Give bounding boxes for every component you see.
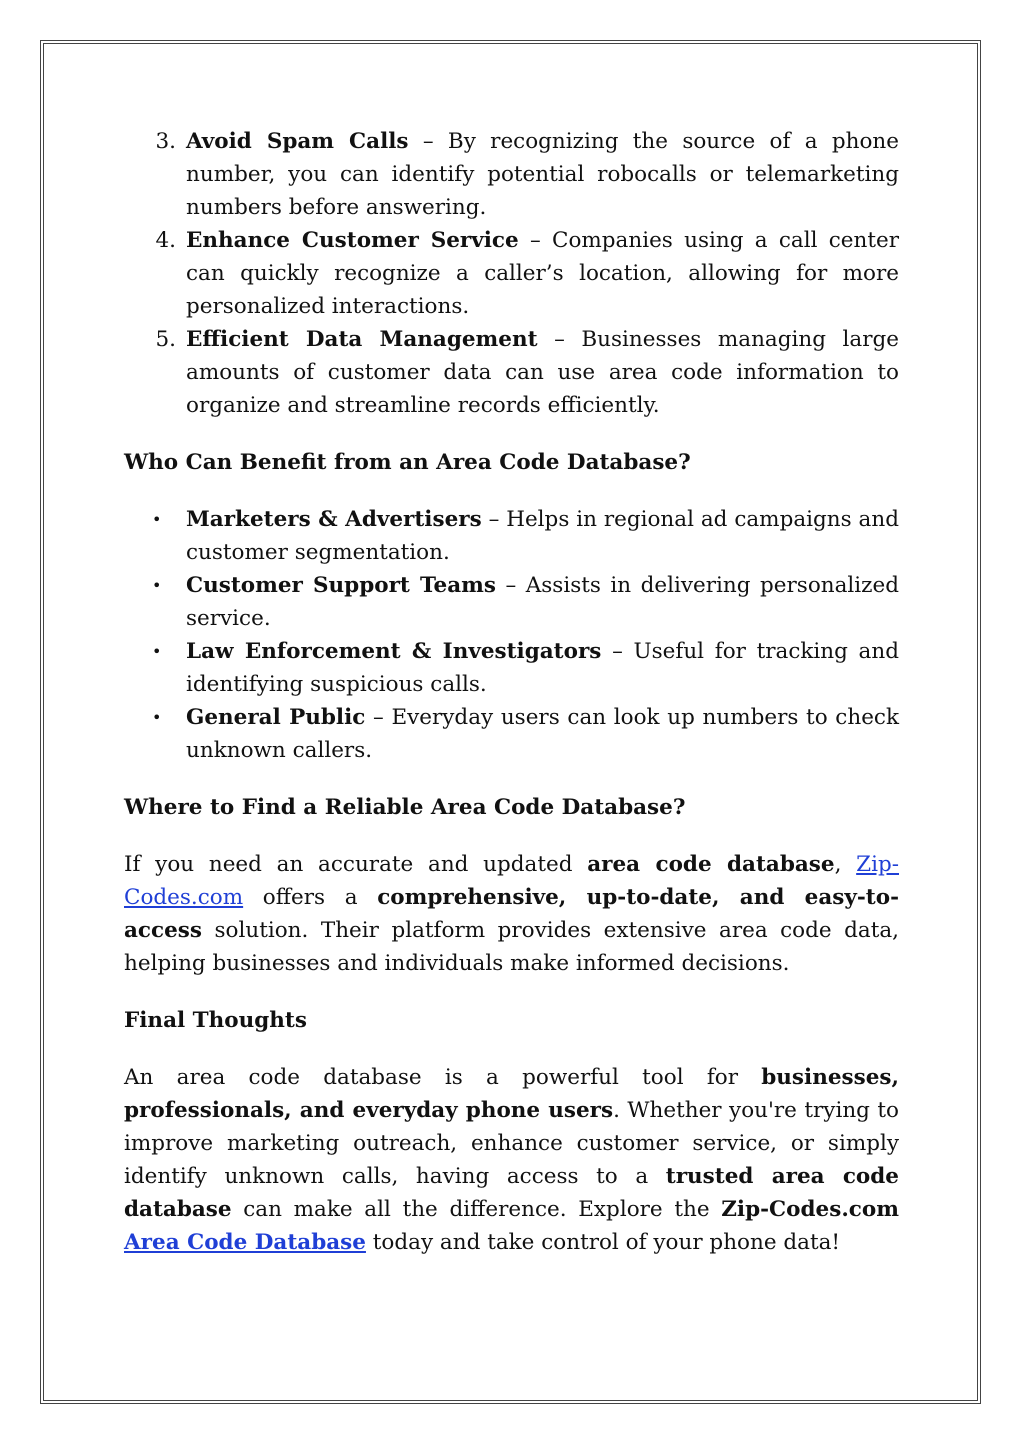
list-item	[124, 635, 899, 701]
list-item-title: Efficient Data Management	[186, 327, 538, 352]
numbered-benefits-list	[124, 125, 899, 422]
paragraph-text: If you need an accurate and updated	[124, 852, 588, 877]
list-item	[124, 323, 899, 422]
paragraph-bold-text: businesses, professionals, and everyday phone users	[124, 1065, 899, 1123]
paragraph-bold-text: area code database	[587, 852, 835, 877]
who-benefits-list	[124, 503, 899, 767]
list-item-text: – Everyday users can look up numbers to check unknown callers.	[186, 705, 899, 763]
where-to-find-paragraph	[124, 848, 899, 980]
paragraph-text: today and take control of your phone data!	[365, 1230, 841, 1255]
list-number: 4.	[155, 228, 176, 253]
list-item	[124, 503, 899, 569]
list-item-text: – Useful for tracking and identifying suspicious calls.	[186, 639, 899, 697]
paragraph-text: . Whether you're trying to improve marketing outreach, enhance customer service, or simply identify unknown calls, having access to a	[124, 1098, 899, 1189]
zip-codes-link[interactable]: Zip-Codes.com	[124, 852, 899, 910]
bullet-icon: •	[152, 510, 162, 529]
link-text[interactable]: Area Code Database	[124, 1230, 366, 1255]
paragraph-text: offers a	[243, 885, 378, 910]
list-item-title: General Public	[186, 705, 366, 730]
list-item-title: Marketers & Advertisers	[186, 507, 482, 532]
list-item-text: – Businesses managing large amounts of customer data can use area code information to organize and streamline records efficiently.	[186, 327, 899, 418]
section-heading-final-thoughts: Final Thoughts	[124, 1008, 307, 1033]
list-item-title: Enhance Customer Service	[186, 228, 519, 253]
bullet-icon: •	[152, 708, 162, 727]
section-heading-where-to-find: Where to Find a Reliable Area Code Database?	[124, 795, 686, 820]
list-item-title: Law Enforcement & Investigators	[186, 639, 602, 664]
list-item-text: – Assists in delivering personalized service.	[186, 573, 899, 631]
bullet-icon: •	[152, 576, 162, 595]
paragraph-text: can make all the difference. Explore the	[231, 1197, 722, 1222]
paragraph-bold-text: Zip-Codes.com	[721, 1197, 899, 1222]
list-item-title: Avoid Spam Calls	[186, 129, 409, 154]
bullet-icon: •	[152, 642, 162, 661]
paragraph-bold-text: trusted area code database	[124, 1164, 899, 1222]
list-item-text: – Helps in regional ad campaigns and customer segmentation.	[186, 507, 899, 565]
paragraph-bold-text: comprehensive, up-to-date, and easy-to-access	[124, 885, 900, 943]
list-item	[124, 701, 899, 767]
list-item	[124, 569, 899, 635]
paragraph-text: ,	[834, 852, 857, 877]
list-number: 3.	[155, 129, 176, 154]
document-body	[124, 125, 899, 1259]
list-number: 5.	[155, 327, 176, 352]
list-item-title: Customer Support Teams	[186, 573, 496, 598]
final-thoughts-paragraph	[124, 1061, 899, 1259]
section-heading-who-benefits: Who Can Benefit from an Area Code Database?	[124, 450, 691, 475]
area-code-database-link[interactable]	[124, 1230, 366, 1255]
list-item	[124, 224, 899, 323]
paragraph-text: An area code database is a powerful tool for	[124, 1065, 762, 1090]
list-item	[124, 125, 899, 224]
paragraph-text: solution. Their platform provides extensive area code data, helping businesses and individuals make informed decisions.	[124, 918, 899, 976]
list-item-text: – Companies using a call center can quickly recognize a caller’s location, allowing for more personalized interactions.	[186, 228, 899, 319]
list-item-text: – By recognizing the source of a phone number, you can identify potential robocalls or telemarketing numbers before answering.	[186, 129, 899, 220]
